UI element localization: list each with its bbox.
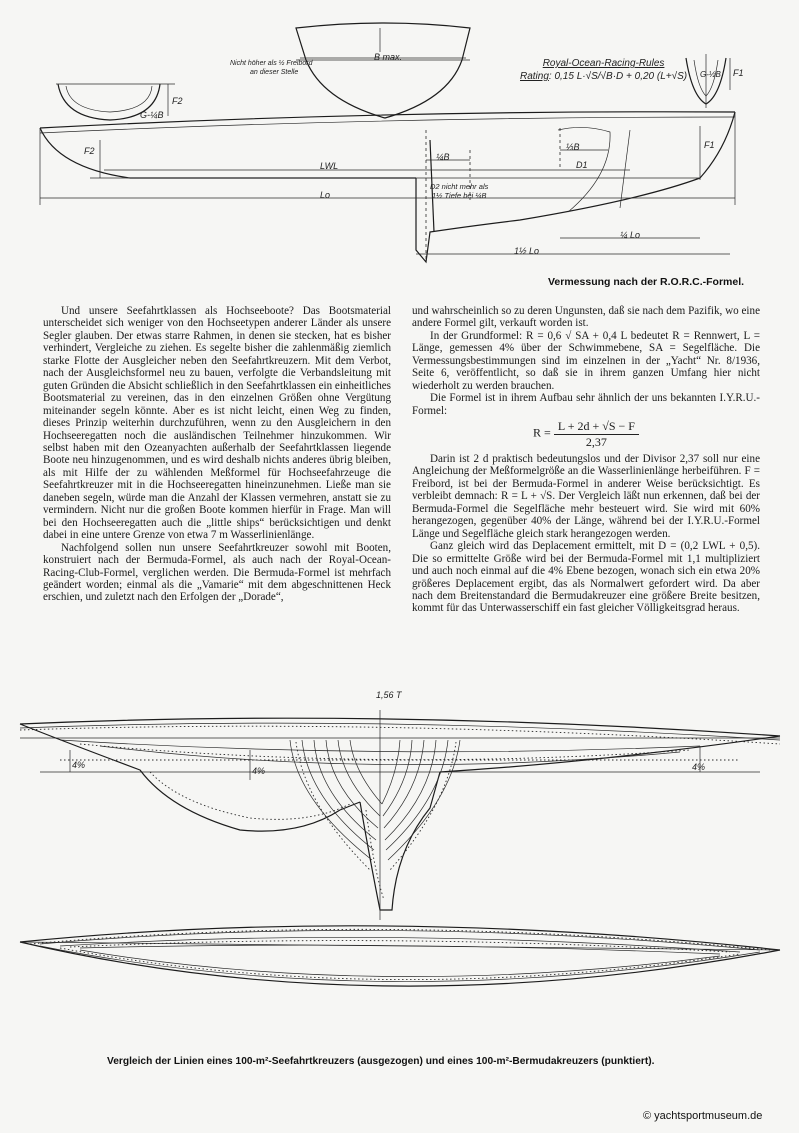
- watermark: © yachtsportmuseum.de: [643, 1110, 763, 1122]
- rorc-rating-formula: 0,15 L·√S/√B·D + 0,20 (L+√S): [554, 71, 688, 82]
- right-paragraph-5: Ganz gleich wird das Deplacement ermittelt, mit D = (0,2 LWL + 0,5). Die so ermittelte Größe wird bei der Bermuda-Formel mit 1,1 multipliziert und auch noch einmal auf die 4% Ebene bezogen, wonach sich ein etwa 20% größeres Deplacement ergibt, das als Normalwert gefordert wird. Da aber nach dem Breitenstandard die Bermudakreuzer eine größere Breite besitzen, kommt für das Unterwasserschiff ein fast gleicher Völligkeitsgrad heraus.: [412, 540, 760, 615]
- body-plan-sections: [290, 710, 460, 920]
- formula-numerator: L + 2d + √S − F: [554, 420, 639, 434]
- rorc-title: Royal-Ocean-Racing-Rules: [542, 58, 665, 69]
- f2-profile-label: F2: [84, 146, 95, 156]
- top-mark-label: 1,56 T: [376, 690, 402, 700]
- left-text-column: [43, 305, 391, 604]
- d2-note-line1: D2 nicht mehr als: [430, 182, 489, 191]
- f1-profile-label: F1: [704, 140, 715, 150]
- quarter-lo-label: ¼ Lo: [620, 230, 641, 240]
- freibord-note-line2: an dieser Stelle: [250, 69, 299, 76]
- g-half-b-label: G-½B: [700, 70, 721, 79]
- freibord-note-line1: Nicht höher als ½ Freibord: [230, 60, 313, 67]
- lwl-label: LWL: [320, 161, 339, 171]
- bottom-figure-caption: Vergleich der Linien eines 100-m²-Seefahrtkreuzers (ausgezogen) und eines 100-m²-Bermudakreuzers (punktiert).: [107, 1056, 655, 1067]
- f2-section-label: F2: [172, 96, 183, 106]
- d2-note-line2: 1½ Tiefe bei ¼B: [432, 191, 487, 200]
- left-paragraph-1: Und unsere Seefahrtklassen als Hochseeboote? Das Bootsmaterial unterscheidet sich weniger von den Hochseetypen anderer Länder als unsere Segler glauben. Der etwas starre Rahmen, in denen sie stecken, hat es bisher verhindert, Vergleiche zu ziehen. Es segelte bisher die zahlenmäßig ziemlich starke Flotte der Ausgleicher neben den Seefahrtkreuzern. Mit dem Verbot, nach der Ausgleichsformel neu zu bauen, verfolgte die Verbandsleitung mit guten Gründen die Absicht schließlich in den Seefahrtklassen ein einheitliches Bootsmaterial zu vereinen, das in den einzelnen Größen ohne Vergütung miteinander segeln könnte. Aber es ist nicht leicht, einen Weg zu finden, dieses Prinzip weiterhin durchzuführen, wenn zu den Ausgleichern in den Hochseeregatten noch die ausländischen Teilnehmer hinzukommen. Wir selbst haben mit den Ozeanyachten außerhalb der Seefahrtklassen liegende Boote neu hinzugenommen, und es wird deshalb nichts anderes übrig bleiben, als mit Hilfe der zu wählenden Meßformel für Hochseefahrzeuge die Seefahrtkreuzer mit in die Hochseeregatten hineinzunehmen. Ließe man sie daneben segeln, würde man die Anzahl der Klassen vermehren, anstatt sie zu vermindern. Nicht nur die großen Boote kommen hierfür in Frage. Man will bei den Hochseeregatten auch die „little ships“ berücksichtigen und denkt dabei in eine untere Grenze von etwa 7 m Wasserlinienlänge.: [43, 305, 391, 542]
- right-paragraph-4: Darin ist 2 d praktisch bedeutungslos und der Divisor 2,37 soll nur eine Angleichung der Meßformelgröße an die Wasserlinienlänge herbeiführen. F = Freibord, ist bei der Bermuda-Formel in anderer Weise berücksichtigt. Es verbleibt demnach: R = L + √S. Der Vergleich läßt nun erkennen, daß bei der Bermuda-Formel die Segelfläche mehr besteuert wird. Sie wird mit 60% herangezogen, gegenüber 40% der Länge, während bei der I.Y.R.U.-Formel Länge und Segelfläche gleich stark herangezogen werden.: [412, 452, 760, 540]
- quarter-b-label: ¼B: [436, 152, 450, 162]
- right-text-column: [412, 305, 760, 615]
- pct-right-label: 4%: [692, 762, 706, 772]
- rorc-measurement-drawing: [0, 0, 799, 290]
- right-paragraph-2: In der Grundformel: R = 0,6 √ SA + 0,4 L bedeutet R = Rennwert, L = Länge, gemessen 4% über der Schwimmebene, SA = Segelfläche. Die Vermessungsbestimmungen sind im einzelnen in der „Yacht“ Nr. 8/1936, Seite 6, veröffentlicht, so daß sie in ihrem ganzen Umfang hier nicht wiederholt zu werden brauchen.: [412, 329, 760, 392]
- right-paragraph-3: Die Formel ist in ihrem Aufbau sehr ähnlich der uns bekannten I.Y.R.U.-Formel:: [412, 392, 760, 417]
- loa-label: Lo: [320, 190, 331, 200]
- d1-label: D1: [576, 160, 588, 170]
- rorc-rating-prefix: Rating: [520, 71, 549, 82]
- rorc-formula-block: [520, 58, 687, 82]
- formula-lhs: R =: [533, 425, 551, 440]
- lines-comparison-drawing: [0, 700, 799, 1080]
- pct-mid-label: 4%: [252, 766, 266, 776]
- pct-left-label: 4%: [72, 760, 86, 770]
- formula-denominator: 2,37: [585, 434, 607, 449]
- top-figure-caption: Vermessung nach der R.O.R.C.-Formel.: [548, 276, 745, 288]
- iyru-formula: [412, 420, 760, 448]
- third-b-label: ⅓B: [566, 142, 580, 152]
- f1-section-label: F1: [733, 68, 744, 78]
- right-paragraph-1: und wahrscheinlich so zu deren Ungunsten, daß sie nach dem Pazifik, wo eine andere Formel gilt, verkauft worden ist.: [412, 305, 760, 330]
- g-quarter-b-label: G-¼B: [140, 110, 164, 120]
- rorc-rating: Rating: 0,15 L·√S/√B·D + 0,20 (L+√S): [520, 71, 688, 82]
- b-max-label: B max.: [374, 52, 403, 62]
- one-half-lo-label: 1½ Lo: [514, 246, 540, 256]
- left-paragraph-2: Nachfolgend sollen nun unsere Seefahrtkreuzer sowohl mit Booten, konstruiert nach der Bermuda-Formel, als auch nach der Royal-Ocean-Racing-Club-Formel, verglichen werden. Die Bermuda-Formel ist mehrfach geändert worden; einmal als die „Vamarie“ mit dem abgeschnittenen Heck erschien, und zuletzt nach den Erfolgen der „Dorade“,: [43, 541, 391, 604]
